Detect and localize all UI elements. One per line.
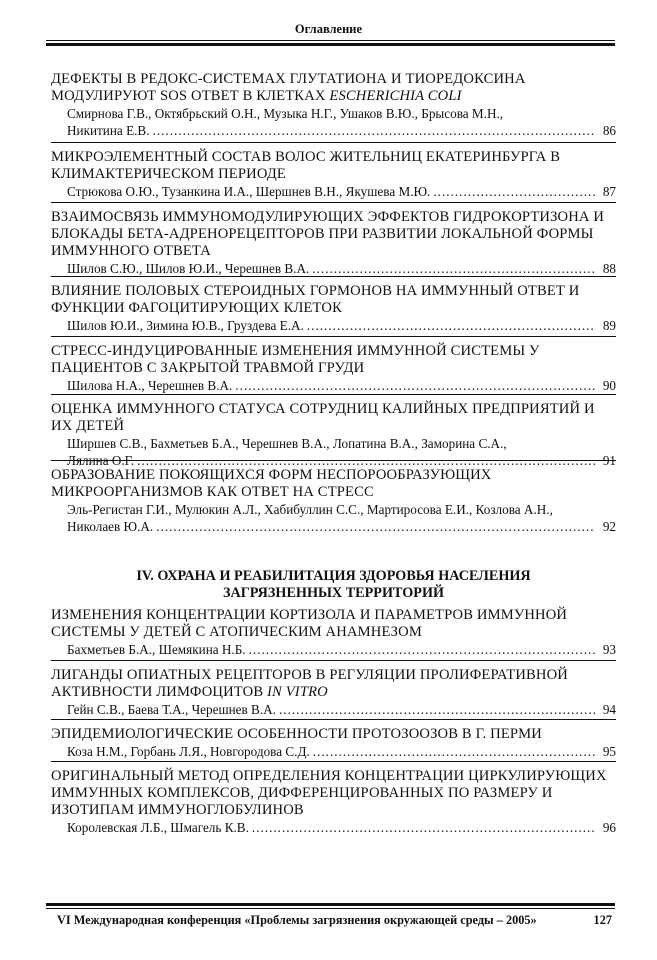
header-rule-thin [46, 40, 615, 41]
entry-title-text: ФУНКЦИИ ФАГОЦИТИРУЮЩИХ КЛЕТОК [51, 300, 343, 316]
dot-leader [235, 377, 595, 394]
dot-leader [156, 518, 595, 535]
entry-title-line [51, 484, 616, 501]
entry-authors-line [67, 641, 616, 658]
entry-page-number: 90 [602, 378, 616, 393]
entry-title-line: ОРИГИНАЛЬНЫЙ МЕТОД ОПРЕДЕЛЕНИЯ КОНЦЕНТРАЦИИ ЦИРКУЛИРУЮЩИХ [51, 768, 607, 784]
entry-authors-text: Королевская Л.Б., Шмагель К.В. [67, 820, 249, 835]
entry-title [51, 401, 616, 435]
toc-entry [51, 283, 616, 334]
header-rule-thick [46, 43, 615, 46]
entry-separator [51, 394, 616, 395]
entry-authors-line [67, 260, 616, 277]
entry-title-line: БЛОКАДЫ БЕТА-АДРЕНОРЕЦЕПТОРОВ ПРИ РАЗВИТИИ ЛОКАЛЬНОЙ ФОРМЫ [51, 226, 594, 242]
entry-title [51, 607, 616, 641]
entry-title [51, 149, 616, 183]
entry-title-line [51, 360, 616, 377]
entry-title [51, 768, 616, 819]
entry-title [51, 343, 616, 377]
entry-page-number: 87 [602, 184, 616, 199]
entry-separator [51, 202, 616, 203]
toc-entry [51, 467, 616, 535]
entry-title-text: ЭПИДЕМИОЛОГИЧЕСКИЕ ОСОБЕННОСТИ ПРОТОЗООЗОВ В Г. ПЕРМИ [51, 726, 542, 742]
dot-leader [279, 701, 595, 718]
entry-title-text: ИЗОТИПАМ ИММУНОГЛОБУЛИНОВ [51, 802, 304, 818]
toc-entry [51, 726, 616, 760]
entry-title [51, 209, 616, 260]
entry-authors [51, 260, 616, 277]
dot-leader [153, 122, 595, 139]
entry-page-number: 94 [602, 702, 616, 717]
entry-authors-line [67, 122, 616, 139]
entry-authors-line [67, 743, 616, 760]
entry-title-text: ИММУННОГО ОТВЕТА [51, 243, 211, 259]
entry-separator [51, 142, 616, 143]
entry-separator [51, 336, 616, 337]
entry-page-number: 86 [602, 123, 616, 138]
entry-title-line [51, 726, 616, 743]
entry-title-line [51, 166, 616, 183]
footer-rule-thick [46, 903, 615, 906]
entry-page-number: 92 [602, 519, 616, 534]
entry-page-number: 93 [602, 642, 616, 657]
dot-leader [249, 641, 595, 658]
entry-title-italic: IN VITRO [267, 684, 328, 700]
entry-separator [51, 460, 616, 461]
entry-authors-line [67, 377, 616, 394]
entry-page-number: 88 [602, 261, 616, 276]
entry-authors [51, 641, 616, 658]
page-header-title: Оглавление [294, 22, 363, 36]
entry-separator [51, 719, 616, 720]
entry-page-number: 89 [602, 318, 616, 333]
entry-authors-text: Шилов С.Ю., Шилов Ю.И., Черешнев В.А. [67, 261, 310, 276]
entry-title-italic: ESCHERICHIA COLI [329, 88, 462, 104]
footer-rule-thin [46, 908, 615, 909]
entry-title-text: АКТИВНОСТИ ЛИМФОЦИТОВ [51, 684, 268, 700]
entry-title-text: МИКРООРГАНИЗМОВ КАК ОТВЕТ НА СТРЕСС [51, 484, 374, 500]
entry-authors-text: Никитина Е.В. [67, 123, 150, 138]
entry-page-number: 95 [602, 744, 616, 759]
dot-leader [252, 819, 595, 836]
entry-separator [51, 276, 616, 277]
dot-leader [307, 317, 595, 334]
entry-title-text: МОДУЛИРУЮТ SOS ОТВЕТ В КЛЕТКАХ [51, 88, 330, 104]
entry-separator [51, 660, 616, 661]
entry-title [51, 667, 616, 701]
entry-authors-text: Коза Н.М., Горбань Л.Я., Новгородова С.Д. [67, 744, 310, 759]
entry-title-line: ИММУННЫХ КОМПЛЕКСОВ, ДИФФЕРЕНЦИРОВАННЫХ ПО РАЗМЕРУ И [51, 785, 553, 801]
entry-page-number: 91 [602, 453, 616, 468]
entry-title-line: ВЛИЯНИЕ ПОЛОВЫХ СТЕРОИДНЫХ ГОРМОНОВ НА ИММУННЫЙ ОТВЕТ И [51, 283, 580, 299]
toc-entry [51, 667, 616, 718]
entry-authors [51, 501, 616, 535]
entry-title-line: ОБРАЗОВАНИЕ ПОКОЯЩИХСЯ ФОРМ НЕСПОРООБРАЗУЮЩИХ [51, 467, 492, 483]
entry-title-text: ПАЦИЕНТОВ С ЗАКРЫТОЙ ТРАВМОЙ ГРУДИ [51, 360, 365, 376]
entry-title-line: СТРЕСС-ИНДУЦИРОВАННЫЕ ИЗМЕНЕНИЯ ИММУННОЙ СИСТЕМЫ У [51, 343, 540, 359]
entry-authors-line [67, 317, 616, 334]
entry-title-line [51, 300, 616, 317]
dot-leader [312, 260, 595, 277]
toc-entry [51, 209, 616, 277]
entry-title-line: МИКРОЭЛЕМЕНТНЫЙ СОСТАВ ВОЛОС ЖИТЕЛЬНИЦ ЕКАТЕРИНБУРГА В [51, 149, 561, 165]
entry-title-line [51, 418, 616, 435]
entry-authors [51, 743, 616, 760]
entry-page-number: 96 [602, 820, 616, 835]
entry-title-text: КЛИМАКТЕРИЧЕСКОМ ПЕРИОДЕ [51, 166, 286, 182]
entry-authors-text: Шилов Ю.И., Зимина Ю.В., Груздева Е.А. [67, 318, 304, 333]
toc-entry [51, 71, 616, 139]
entry-authors [51, 701, 616, 718]
entry-authors-text: Стрюкова О.Ю., Тузанкина И.А., Шершнев В.Н., Якушева М.Ю. [67, 184, 431, 199]
entry-authors-line [67, 819, 616, 836]
entry-authors [51, 105, 616, 139]
footer-conference-title: VI Международная конференция «Проблемы загрязнения окружающей среды – 2005» [57, 913, 537, 927]
entry-authors-line: Эль-Регистан Г.И., Мулюкин А.Л., Хабибуллин С.С., Мартиросова Е.И., Козлова А.Н., [67, 502, 553, 517]
toc-entry [51, 343, 616, 394]
toc-entry [51, 768, 616, 836]
toc-entry [51, 149, 616, 200]
entry-title [51, 467, 616, 501]
entry-authors-line [67, 183, 616, 200]
entry-title-line: ЛИГАНДЫ ОПИАТНЫХ РЕЦЕПТОРОВ В РЕГУЛЯЦИИ ПРОЛИФЕРАТИВНОЙ [51, 667, 568, 683]
entry-authors-text: Гейн С.В., Баева Т.А., Черешнев В.А. [67, 702, 276, 717]
entry-authors-text: Шилова Н.А., Черешнев В.А. [67, 378, 233, 393]
entry-title-line [51, 243, 616, 260]
entry-title [51, 71, 616, 105]
entry-title-line: ИЗМЕНЕНИЯ КОНЦЕНТРАЦИИ КОРТИЗОЛА И ПАРАМЕТРОВ ИММУННОЙ [51, 607, 568, 623]
entry-title-line: ДЕФЕКТЫ В РЕДОКС-СИСТЕМАХ ГЛУТАТИОНА И ТИОРЕДОКСИНА [51, 71, 526, 87]
entry-title [51, 726, 616, 743]
entry-authors-line: Смирнова Г.В., Октябрьский О.Н., Музыка Н.Г., Ушаков В.Ю., Брысова М.Н., [67, 106, 504, 121]
section-heading-line-2: ЗАГРЯЗНЕННЫХ ТЕРРИТОРИЙ [222, 585, 445, 601]
entry-title-line [51, 624, 616, 641]
entry-authors [51, 819, 616, 836]
entry-authors [51, 435, 616, 469]
section-heading-line-1: IV. ОХРАНА И РЕАБИЛИТАЦИЯ ЗДОРОВЬЯ НАСЕЛЕНИЯ [136, 568, 531, 584]
entry-title-line [51, 88, 616, 105]
entry-authors-text: Николаев Ю.А. [67, 519, 154, 534]
entry-authors-text: Лялина О.Г. [67, 453, 135, 468]
entry-authors [51, 183, 616, 200]
section-heading [51, 568, 616, 602]
toc-entry [51, 401, 616, 469]
toc-entry [51, 607, 616, 658]
entry-authors [51, 317, 616, 334]
entry-authors-text: Бахметьев Б.А., Шемякина Н.Б. [67, 642, 246, 657]
entry-authors-line [67, 701, 616, 718]
entry-title-line [51, 802, 616, 819]
dot-leader [433, 183, 595, 200]
entry-authors-line: Ширшев С.В., Бахметьев Б.А., Черешнев В.А., Лопатина В.А., Заморина С.А., [67, 436, 507, 451]
footer-page-number: 127 [593, 913, 612, 927]
entry-authors-line [67, 518, 616, 535]
entry-title [51, 283, 616, 317]
entry-title-line: ОЦЕНКА ИММУННОГО СТАТУСА СОТРУДНИЦ КАЛИЙНЫХ ПРЕДПРИЯТИЙ И [51, 401, 595, 417]
entry-title-line [51, 684, 616, 701]
entry-title-line: ВЗАИМОСВЯЗЬ ИММУНОМОДУЛИРУЮЩИХ ЭФФЕКТОВ ГИДРОКОРТИЗОНА И [51, 209, 605, 225]
entry-authors [51, 377, 616, 394]
entry-title-text: СИСТЕМЫ У ДЕТЕЙ С АТОПИЧЕСКИМ АНАМНЕЗОМ [51, 624, 422, 640]
entry-separator [51, 761, 616, 762]
entry-title-text: ИХ ДЕТЕЙ [51, 418, 125, 434]
dot-leader [313, 743, 595, 760]
